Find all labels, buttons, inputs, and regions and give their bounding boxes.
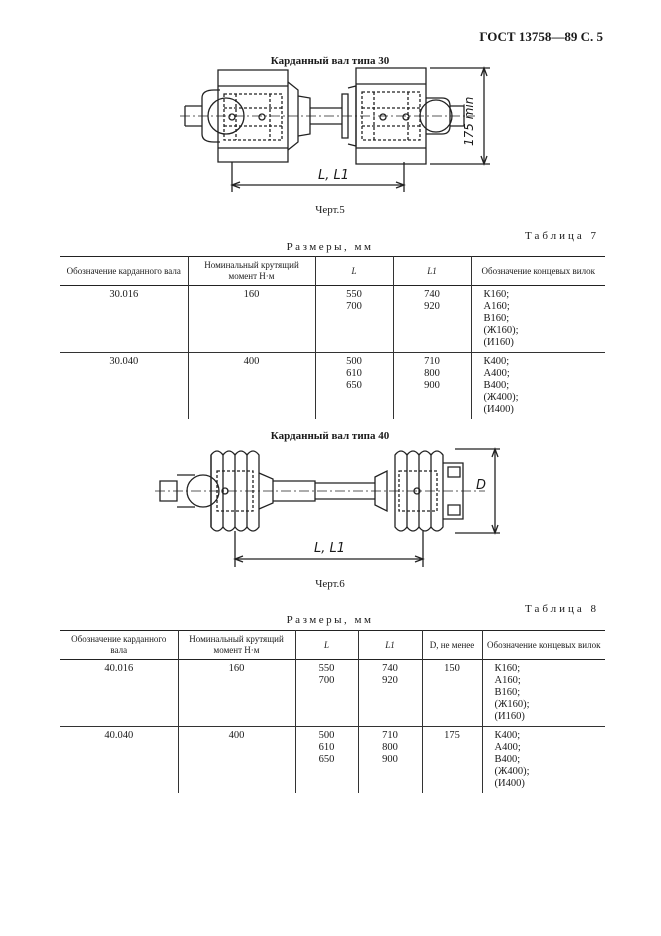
table-cell: 400	[188, 353, 315, 420]
table-cell: 550 700	[295, 660, 358, 727]
table-cell: 710 800 900	[393, 353, 471, 420]
table-cell: 500 610 650	[295, 727, 358, 794]
column-header: L1	[358, 631, 422, 660]
column-header: Обозначение концевых вилок	[486, 639, 601, 650]
column-header: Обозначение карданного вала	[60, 631, 178, 660]
column-header: L	[315, 257, 393, 286]
units-label-8: Размеры, мм	[286, 614, 374, 626]
table-label-7: Таблица 7	[525, 230, 600, 242]
table-cell: 175	[422, 727, 482, 794]
units-label-7: Размеры, мм	[286, 241, 374, 253]
column-header: Обозначение концевых вилок	[481, 265, 595, 276]
dimension-label-height-30: 175 min	[462, 96, 476, 146]
column-header: L1	[393, 257, 471, 286]
page-header: ГОСТ 13758—89 С. 5	[479, 29, 603, 44]
table-cell: 710 800 900	[358, 727, 422, 794]
column-header: Обозначение карданного вала	[60, 257, 188, 286]
table-cell: 40.040	[60, 727, 178, 794]
table-cell: К160; А160; В160; (Ж160); (И160)	[483, 289, 519, 348]
table-cell: 150	[422, 660, 482, 727]
table-cell: 40.016	[60, 660, 178, 727]
figure-caption-type-30: Карданный вал типа 30	[270, 55, 390, 67]
table-cell: К160; А160; В160; (Ж160); (И160)	[494, 663, 530, 722]
table-8	[60, 630, 605, 793]
dimension-label-d: D	[476, 478, 487, 493]
table-7	[60, 256, 605, 419]
table-cell: 500 610 650	[315, 353, 393, 420]
table-cell: 550 700	[315, 286, 393, 353]
column-header: D, не менее	[422, 631, 482, 660]
table-cell: К400; А400; В400; (Ж400); (И400)	[482, 727, 605, 794]
dimension-label-length-40: L, L1	[314, 541, 346, 556]
table-cell: 740 920	[358, 660, 422, 727]
table-cell: 740 920	[393, 286, 471, 353]
table-cell: 30.040	[60, 353, 188, 420]
table-cell: 30.016	[60, 286, 188, 353]
table-cell: 160	[188, 286, 315, 353]
table-cell: К400; А400; В400; (Ж400); (И400)	[471, 353, 605, 420]
table-cell: 400	[178, 727, 295, 794]
column-header: Номинальный крутящий момент Н·м	[178, 631, 295, 660]
figure-caption-type-40: Карданный вал типа 40	[270, 430, 390, 442]
table-cell: 160	[178, 660, 295, 727]
table-label-8: Таблица 8	[525, 603, 600, 615]
figure-label-6: Черт.6	[315, 578, 345, 590]
column-header: Номинальный крутящий момент Н·м	[188, 257, 315, 286]
column-header: L	[295, 631, 358, 660]
figure-label-5: Черт.5	[315, 204, 345, 216]
dimension-label-length-30: L, L1	[318, 168, 350, 183]
